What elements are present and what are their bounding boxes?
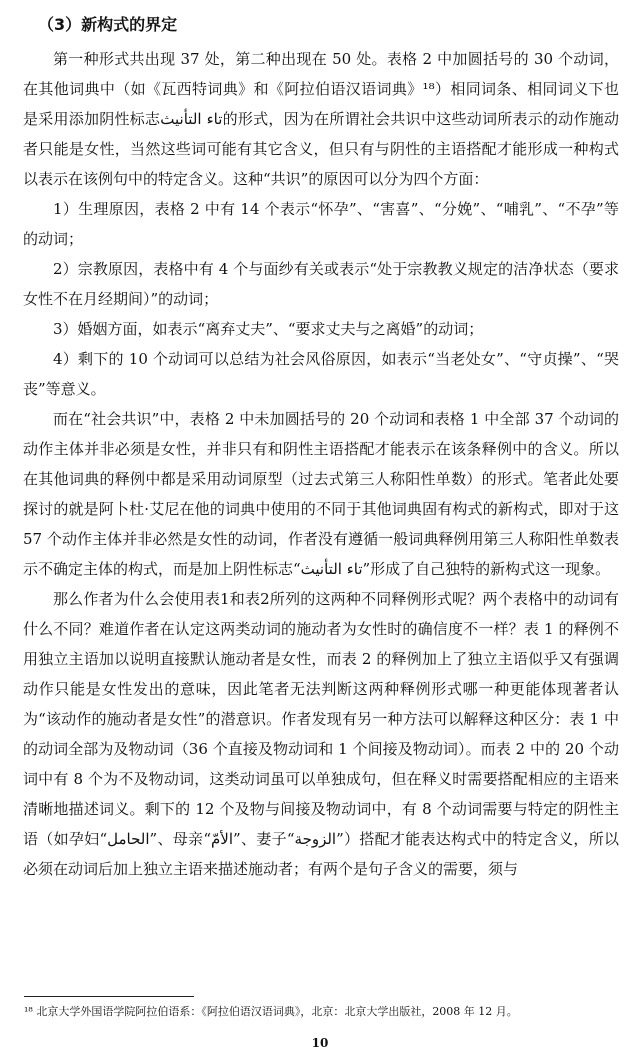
list-item-custom: 4）剩下的 10 个动词可以总结为社会风俗原因，如表示“当老处女”、“守贞操”、“哭丧”等意义。 [23,350,619,398]
list-item-religious: 2）宗教原因，表格中有 4 个与面纱有关或表示“处于宗教教义规定的洁净状态（要求女性不在月经期间）”的动词； [23,260,619,308]
body-text [23,44,619,884]
page-number: 10 [311,1036,329,1050]
section-heading: （3）新构式的界定 [38,15,178,34]
footnote: ¹⁸ 北京大学外国语学院阿拉伯语系：《阿拉伯语汉语词典》，北京：北京大学出版社，2008 年 12 月。 [24,1005,518,1018]
footnote-divider [24,996,194,997]
paragraph-consensus: 而在“社会共识”中，表格 2 中未加圆括号的 20 个动词和表格 1 中全部 37 个动词的动作主体并非必须是女性，并非只有和阴性主语搭配才能表示在该条释例中的含义。所以在其他词典的释例中都是采用动词原型（过去式第三人称阳性单数）的形式。笔者此处要探讨的就是阿卜杜·艾尼在他的词典中使用的不同于其他词典固有构式的新构式，即对于这 57 个动作主体并非必然是女性的动词，作者没有遵循一般词典释例用第三人称阳性单数表示不确定主体的构式，而是加上阴性标志“تاء التأنيث”形成了自己独特的新构式这一现象。 [23,410,619,578]
paragraph-intro: 第一种形式共出现 37 处，第二种出现在 50 处。表格 2 中加圆括号的 30 个动词，在其他词典中（如《瓦西特词典》和《阿拉伯语汉语词典》¹⁸）相同词条、相同词义下也是采用添加阴性标志تاء التأنيث的形式，因为在所谓社会共识中这些动词所表示的动作施动者只能是女性，当然这些词可能有其它含义，但只有与阴性的主语搭配才能形成一种构式以表示在该例句中的特定含义。这种“共识”的原因可以分为四个方面： [23,50,619,188]
paragraph-explanation: 那么作者为什么会使用表1和表2所列的这两种不同释例形式呢？两个表格中的动词有什么不同？难道作者在认定这两类动词的施动者为女性时的确信度不一样？表 1 的释例不用独立主语加以说明直接默认施动者是女性，而表 2 的释例加上了独立主语似乎又有强调动作只能是女性发出的意味，因此笔者无法判断这两种释例形式哪一种更能体现著者认为“该动作的施动者是女性”的潜意识。作者发现有另一种方法可以解释这种区分：表 1 中的动词全部为及物动词（36 个直接及物动词和 1 个间接及物动词）。而表 2 中的 20 个动词中有 8 个为不及物动词，这类动词虽可以单独成句，但在释义时需要搭配相应的主语来清晰地描述词义。剩下的 12 个及物与间接及物动词中，有 8 个动词需要与特定的阴性主语（如孕妇“الحامل”、母亲“الأمّ”、妻子“الزوجة”）搭配才能表达构式中的特定含义，所以必须在动词后加上独立主语来描述施动者；有两个是句子含义的需要，须与 [23,590,619,878]
list-item-physiological: 1）生理原因，表格 2 中有 14 个表示“怀孕”、“害喜”、“分娩”、“哺乳”、“不孕”等的动词； [23,200,619,248]
list-item-marriage: 3）婚姻方面，如表示“离弃丈夫”、“要求丈夫与之离婚”的动词； [53,320,484,338]
